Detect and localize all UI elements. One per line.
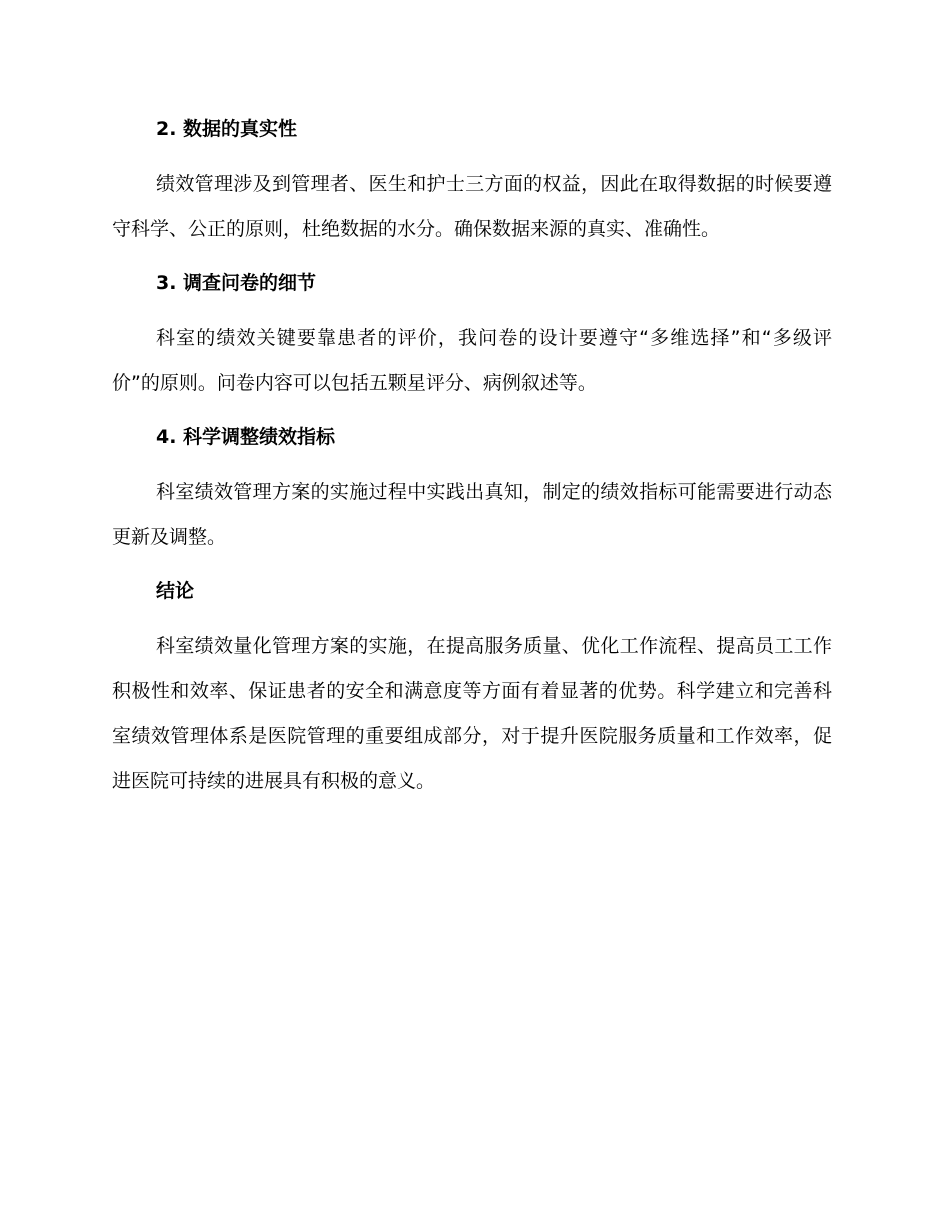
section-heading: 结论 <box>156 580 195 602</box>
section-paragraph: 科室的绩效关键要靠患者的评价，我问卷的设计要遵守“多维选择”和“多级评价”的原则。问卷内容可以包括五颗星评分、病例叙述等。 <box>112 327 832 394</box>
section-heading: 3. 调查问卷的细节 <box>156 272 317 294</box>
section-adjust-indicators <box>112 420 832 574</box>
section-heading: 4. 科学调整绩效指标 <box>156 426 336 448</box>
section-paragraph: 科室绩效管理方案的实施过程中实践出真知，制定的绩效指标可能需要进行动态更新及调整。 <box>112 481 832 548</box>
document-body <box>112 112 832 804</box>
section-data-authenticity <box>112 112 832 266</box>
section-paragraph: 绩效管理涉及到管理者、医生和护士三方面的权益，因此在取得数据的时候要遵守科学、公正的原则，杜绝数据的水分。确保数据来源的真实、准确性。 <box>112 173 832 240</box>
section-paragraph: 科室绩效量化管理方案的实施，在提高服务质量、优化工作流程、提高员工工作积极性和效率、保证患者的安全和满意度等方面有着显著的优势。科学建立和完善科室绩效管理体系是医院管理的重要组成部分，对于提升医院服务质量和工作效率，促进医院可持续的进展具有积极的意义。 <box>112 635 832 792</box>
section-conclusion <box>112 574 832 804</box>
section-questionnaire-details <box>112 266 832 420</box>
section-heading: 2. 数据的真实性 <box>156 118 298 140</box>
